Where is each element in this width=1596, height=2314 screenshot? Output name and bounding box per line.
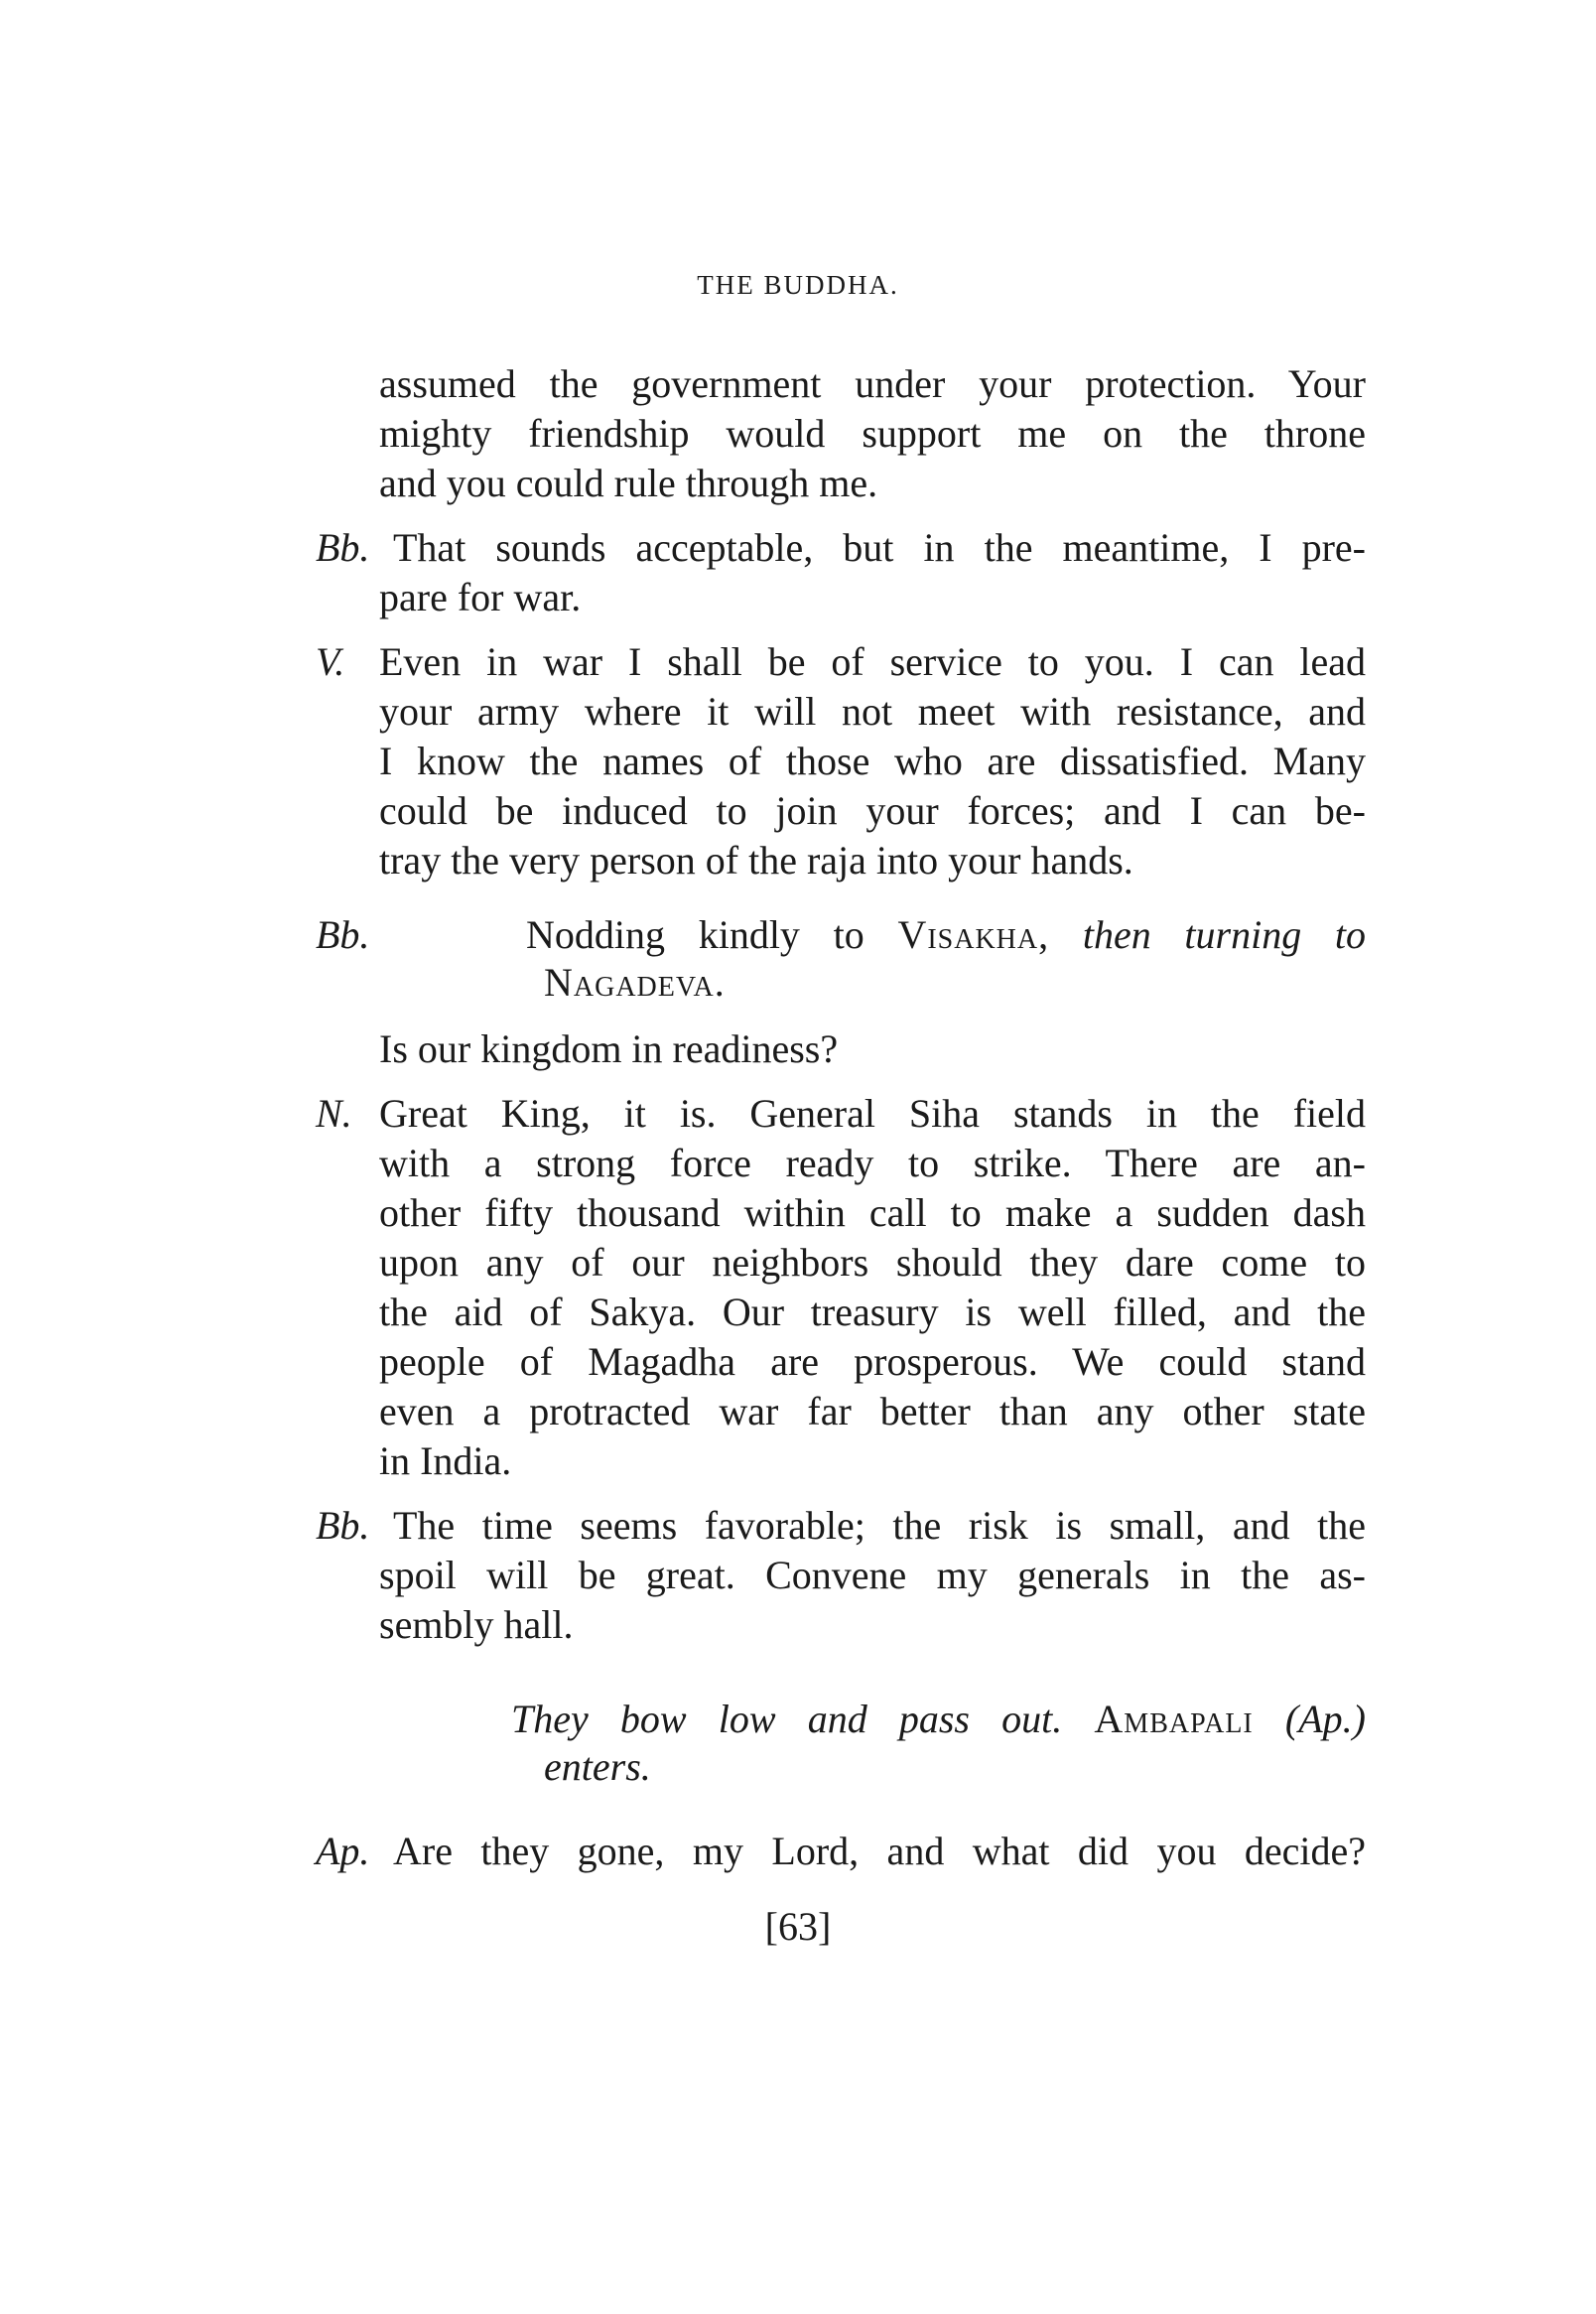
running-head: THE BUDDHA. xyxy=(697,270,899,300)
direction-text: enters. xyxy=(544,1744,651,1789)
text-line: pare for war. xyxy=(379,575,582,619)
text-line: spoil will be great. Convene my generals in the as- xyxy=(379,1553,1366,1597)
stage-direction xyxy=(526,910,1366,960)
text-line: Great King, it is. General Siha stands in the field xyxy=(379,1091,1366,1136)
text-line: sembly hall. xyxy=(379,1602,574,1647)
text-line: the aid of Sakya. Our treasury is well filled, and the xyxy=(379,1290,1366,1334)
speaker-abbreviation: (Ap.) xyxy=(1284,1697,1366,1741)
text-line: other fifty thousand within call to make a sudden dash xyxy=(379,1190,1366,1235)
speaker-label: Bb. xyxy=(316,525,370,570)
text-line: tray the very person of the raja into your hands. xyxy=(379,838,1133,883)
text-line: in India. xyxy=(379,1438,512,1483)
direction-text: They bow low and pass out. xyxy=(511,1697,1063,1741)
direction-text: then turning to xyxy=(1082,912,1367,957)
character-name: Nagadeva. xyxy=(544,960,726,1005)
stage-direction xyxy=(511,1695,1366,1744)
text-line: upon any of our neighbors should they dare come to xyxy=(379,1240,1366,1285)
text-line: The time seems favorable; the risk is small, and the xyxy=(393,1503,1366,1548)
text-line: with a strong force ready to strike. There are an- xyxy=(379,1141,1366,1185)
text-line: people of Magadha are prosperous. We could stand xyxy=(379,1339,1366,1384)
page-number: [63] xyxy=(764,1904,832,1949)
text-line: I know the names of those who are dissatisfied. Many xyxy=(379,739,1366,783)
speaker-label: V. xyxy=(316,639,345,684)
character-name: Ambapali xyxy=(1094,1697,1254,1741)
character-name: Visakha, xyxy=(897,912,1050,957)
direction-text: Nodding kindly to xyxy=(526,912,864,957)
text-line: That sounds acceptable, but in the meantime, I pre- xyxy=(393,525,1366,570)
text-line: assumed the government under your protection. Your xyxy=(379,361,1366,406)
text-line: your army where it will not meet with resistance, and xyxy=(379,689,1366,734)
speaker-label: Bb. xyxy=(316,1503,370,1548)
text-line: Is our kingdom in readiness? xyxy=(379,1026,839,1071)
text-line: Even in war I shall be of service to you. I can lead xyxy=(379,639,1366,684)
speaker-label: N. xyxy=(316,1091,352,1136)
text-line: and you could rule through me. xyxy=(379,461,878,505)
text-line: mighty friendship would support me on the throne xyxy=(379,411,1366,456)
text-line: Are they gone, my Lord, and what did you decide? xyxy=(393,1829,1366,1873)
speaker-label: Bb. xyxy=(316,912,370,957)
text-line: could be induced to join your forces; and I can be- xyxy=(379,788,1366,833)
text-line: even a protracted war far better than any other state xyxy=(379,1389,1366,1433)
speaker-label: Ap. xyxy=(316,1829,370,1873)
